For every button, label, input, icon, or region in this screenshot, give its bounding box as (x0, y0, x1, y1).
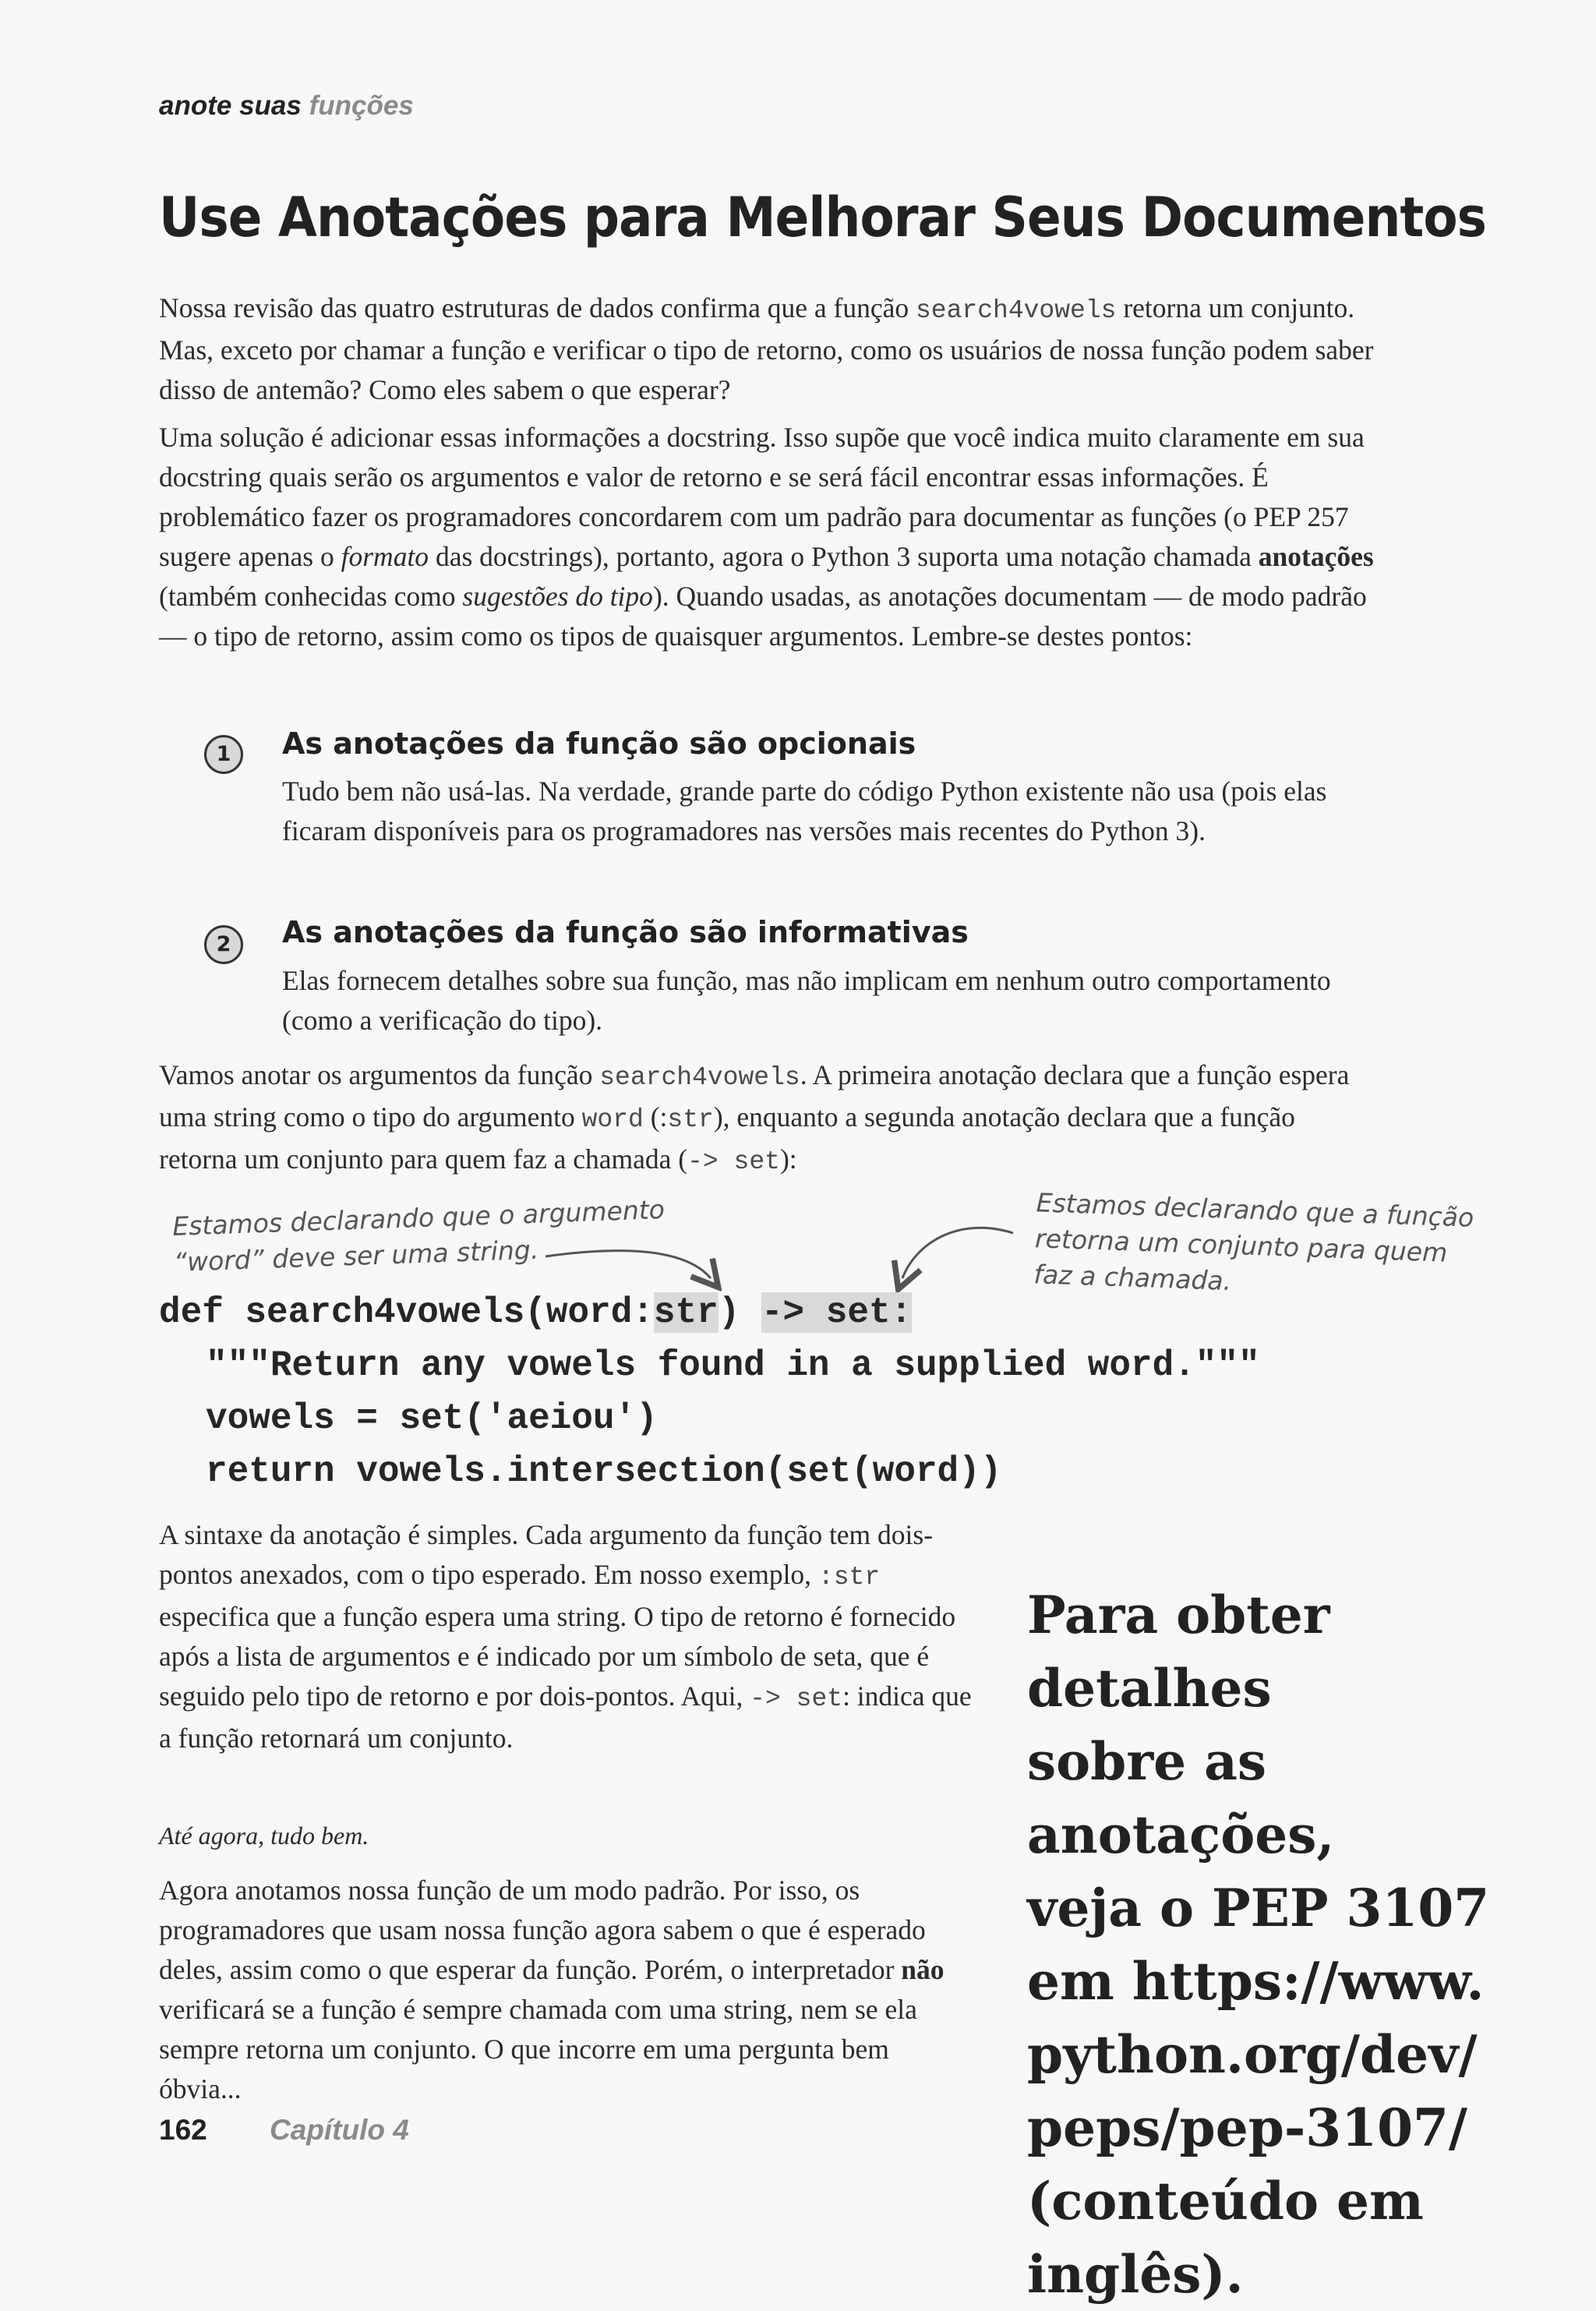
note-line: Estamos declarando que o argumento (171, 1194, 666, 1242)
number-badge-2: 2 (204, 925, 243, 964)
text-run: . A primeira anotação declara que a função espera uma string como o tipo do argumento (159, 1059, 1350, 1133)
inline-code: word (581, 1105, 644, 1134)
code-line-4: return vowels.intersection(set(word)) (206, 1451, 1002, 1492)
emphasis: formato (341, 541, 429, 572)
inline-code: -> set (750, 1684, 843, 1713)
note-line: Estamos declarando que a função (1036, 1187, 1474, 1233)
text-run: Uma solução é adicionar essas informações a docstring. Isso supõe que você indica muito claramente em sua docstring quais serão os argumentos e valor de retorno e se será fácil encontrar essas informações. É problemático fazer os programadores concordarem com um padrão para documentar as funções (o PEP 257 sugere apenas o (159, 422, 1365, 572)
inline-code: str (667, 1105, 714, 1134)
code-token: ) (718, 1292, 761, 1333)
note-line: faz a chamada. (1033, 1259, 1232, 1297)
sidebar-line: veja o PEP 3107 (1027, 1878, 1490, 1938)
text-run: ). Quando usadas, as anotações documentam — de modo padrão — o tipo de retorno, assim como os tipos de quaisquer argumentos. Lembre-se destes pontos: (159, 581, 1367, 652)
item-title-1: As anotações da função são opcionais (282, 726, 916, 761)
chapter-label: Capítulo 4 (270, 2114, 409, 2146)
inline-code: -> set (687, 1147, 780, 1176)
arrow-to-str (546, 1251, 711, 1278)
arrow-to-set (902, 1228, 1013, 1278)
sidebar-line: sobre as anotações, (1027, 1731, 1335, 1865)
code-line-3: vowels = set('aeiou') (206, 1398, 658, 1439)
inline-code: search4vowels (916, 296, 1117, 325)
text-run: : indica que a função retornará um conjunto. (159, 1680, 972, 1754)
text-run: verificará se a função é sempre chamada com uma string, nem se ela sempre retorna um conjunto. O que incorre em uma pergunta bem óbvia... (159, 1994, 917, 2104)
text-run: Agora anotamos nossa função de um modo padrão. Por isso, os programadores que usam nossa função agora sabem o que é esperado deles, assim como o que esperar da função. Porém, o interpretador (159, 1875, 926, 1985)
emphasis: sugestões do tipo (462, 581, 653, 612)
sidebar-note (1027, 1578, 1573, 2311)
header-text-gray: funções (309, 90, 414, 121)
text-run: Nossa revisão das quatro estruturas de dados confirma que a função (159, 292, 916, 323)
paragraph-syntax (159, 1515, 977, 1758)
item-title-2: As anotações da função são informativas (282, 915, 969, 949)
text-run: ), enquanto a segunda anotação declara que a função retorna um conjunto para quem faz a chamada ( (159, 1101, 1295, 1175)
header-text: anote suas (159, 90, 302, 121)
code-token: def search4vowels(word: (159, 1292, 654, 1333)
inline-code: :str (817, 1563, 881, 1592)
inline-code: search4vowels (599, 1063, 800, 1092)
text-run: (também conhecidas como (159, 581, 463, 612)
sidebar-line: (conteúdo em inglês). (1027, 2171, 1424, 2305)
code-highlight-str: str (653, 1292, 719, 1333)
page-title: Use Anotações para Melhorar Seus Documentos (159, 186, 1487, 249)
number-badge-1: 1 (204, 735, 243, 774)
text-run: A sintaxe da anotação é simples. Cada argumento da função tem dois-pontos anexados, com o tipo esperado. Em nosso exemplo, (159, 1519, 934, 1590)
code-block (159, 1286, 1260, 1498)
code-line-2: """Return any vowels found in a supplied word.""" (206, 1345, 1260, 1386)
sidebar-line: python.org/dev/ (1027, 2024, 1478, 2085)
text-run: retorna um conjunto. Mas, exceto por chamar a função e verificar o tipo de retorno, como os usuários de nossa função podem saber disso de antemão? Como eles sabem o que esperar? (159, 292, 1374, 405)
text-run: ): (779, 1143, 797, 1175)
bold-term: anotações (1258, 541, 1374, 572)
code-line-1 (159, 1286, 1260, 1339)
sidebar-line: peps/pep-3107/ (1027, 2097, 1468, 2158)
sidebar-line: Para obter detalhes (1027, 1585, 1330, 1719)
page-number: 162 (159, 2114, 207, 2146)
bold-term: não (901, 1954, 945, 1985)
text-run: das docstrings), portanto, agora o Python 3 suporta uma notação chamada (429, 541, 1259, 572)
text-run: Vamos anotar os argumentos da função (159, 1059, 600, 1090)
text-run: especifica que a função espera uma string. O tipo de retorno é fornecido após a lista de argumentos e é indicado por um símbolo de seta, que é seguido pelo tipo de retorno e por dois-pontos. Aqui, (159, 1601, 956, 1712)
item-body-2: Elas fornecem detalhes sobre sua função, mas não implicam em nenhum outro comportamento (como a verificação do tipo). (282, 965, 1331, 1036)
paragraph-conclusion (159, 1871, 977, 2109)
sidebar-line: em https://www. (1027, 1951, 1485, 2012)
note-line: “word” deve ser uma string. (173, 1234, 539, 1277)
code-highlight-return: -> set: (761, 1292, 913, 1333)
text-run: (: (643, 1101, 668, 1133)
item-body-1: Tudo bem não usá-las. Na verdade, grande parte do código Python existente não usa (pois elas ficaram disponíveis para os programadores nas versões mais recentes do Python 3). (282, 776, 1327, 846)
note-line: retorna um conjunto para quem (1034, 1223, 1448, 1268)
paragraph-so-far: Até agora, tudo bem. (159, 1822, 369, 1850)
